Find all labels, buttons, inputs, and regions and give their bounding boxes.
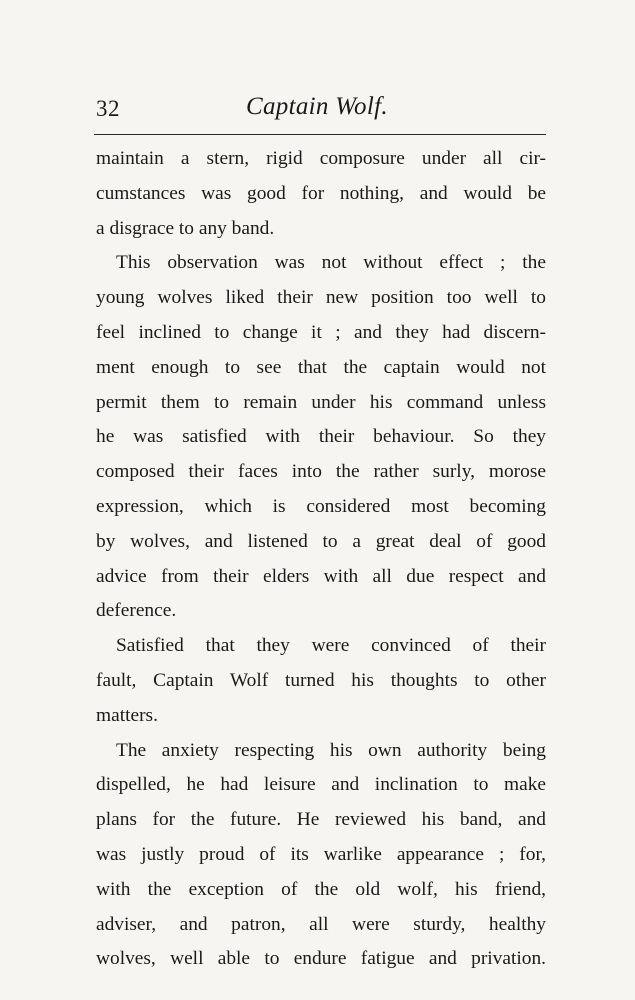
text-line: The anxiety respecting his own authority being — [116, 739, 546, 761]
text-line: permit them to remain under his command unless — [96, 391, 546, 413]
text-line: This observation was not without effect ; the — [116, 252, 546, 274]
page-number: 32 — [96, 96, 120, 121]
text-line: matters. — [96, 704, 158, 726]
text-line: advice from their elders with all due respect and — [96, 565, 546, 587]
text-line: wolves, well able to endure fatigue and privation. — [96, 948, 546, 970]
running-title: Captain Wolf. — [246, 93, 388, 120]
text-line: deference. — [96, 600, 177, 622]
text-line: he was satisfied with their behaviour. So they — [96, 426, 546, 448]
text-line: composed their faces into the rather surly, morose — [96, 461, 546, 483]
text-line: feel inclined to change it ; and they had discern- — [96, 321, 546, 343]
header-rule — [94, 134, 546, 135]
text-line: dispelled, he had leisure and inclination to make — [96, 774, 546, 796]
text-line: with the exception of the old wolf, his friend, — [96, 878, 546, 900]
text-line: expression, which is considered most becoming — [96, 495, 546, 517]
body-text — [96, 142, 546, 977]
text-line: ment enough to see that the captain would not — [96, 356, 546, 378]
text-line: Satisfied that they were convinced of their — [116, 635, 546, 657]
text-line: adviser, and patron, all were sturdy, healthy — [96, 913, 546, 935]
text-line: a disgrace to any band. — [96, 217, 275, 239]
text-line: fault, Captain Wolf turned his thoughts to other — [96, 669, 546, 691]
text-line: young wolves liked their new position too well to — [96, 287, 546, 309]
text-line: by wolves, and listened to a great deal of good — [96, 530, 546, 552]
text-line: maintain a stern, rigid composure under all cir- — [96, 148, 546, 169]
text-line: plans for the future. He reviewed his band, and — [96, 809, 546, 831]
text-line: cumstances was good for nothing, and would be — [96, 182, 546, 204]
text-line: was justly proud of its warlike appearance ; for, — [96, 843, 546, 865]
